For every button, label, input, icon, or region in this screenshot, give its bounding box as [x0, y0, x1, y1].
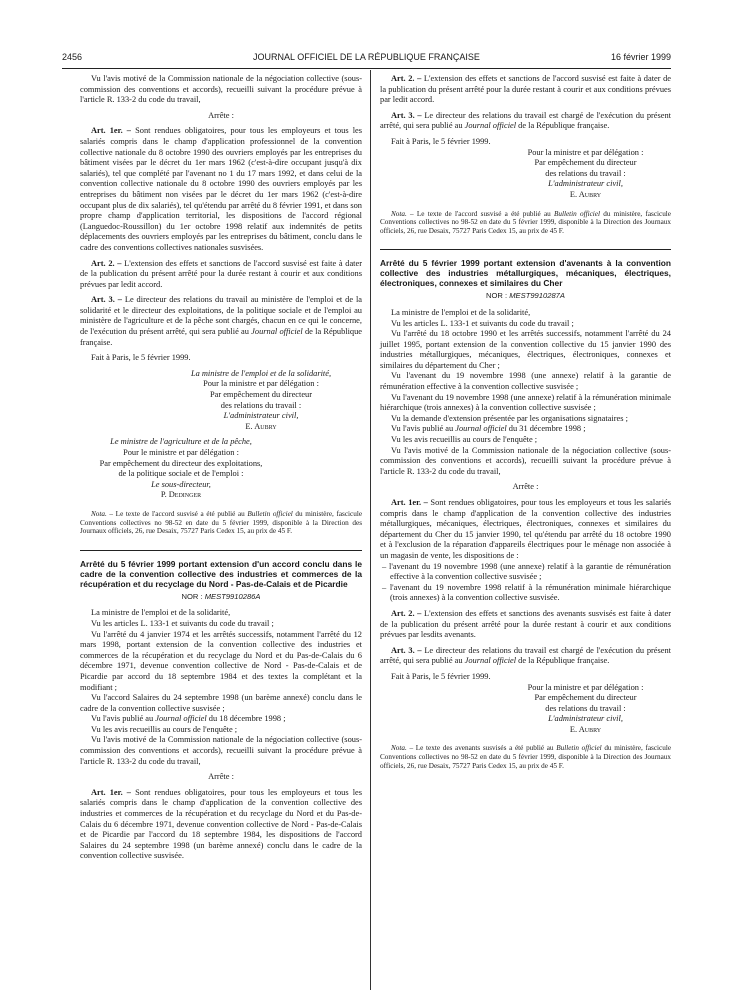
article-text: Le directeur des relations du travail est chargé de l'exécution du présent arrêté, qui sera publié au — [380, 110, 671, 131]
section-separator — [380, 249, 671, 250]
nor-code: MESТ9910286A — [204, 591, 261, 601]
journal-name: Journal officiel — [464, 121, 517, 131]
article-label: Art. 3. – — [391, 645, 422, 655]
nota-label: Nota. – — [391, 209, 414, 218]
article-text: L'extension des effets et sanctions de l'accord susvisé est faite à dater de la publication du présent arrêté pour la durée restant à courir et aux conditions prévues par ledit accord. — [80, 258, 363, 289]
paragraph: Vu l'avenant du 19 novembre 1998 (une annexe) relatif à la rémunération minimale hiérarchique (trois annexes) à la convention collective susvisée ; — [380, 392, 671, 413]
arrete-heading: Arrête : — [512, 482, 539, 492]
signature-line: Pour la ministre et par délégation : — [527, 147, 644, 157]
article-1 — [80, 788, 362, 862]
paragraph: Vu la demande d'extension présentée par les organisations signataires ; — [391, 413, 628, 423]
article-label: Art. 1er. – — [91, 126, 131, 136]
signature-line: Par empêchement du directeur des exploitations, — [99, 458, 263, 468]
nota-text: Le texte des avenants susvisés a été publié au — [413, 744, 557, 753]
signatory-name: P. Dedinger — [160, 490, 202, 500]
bulletin-name: Bulletin officiel — [554, 209, 600, 218]
signature-block — [80, 437, 282, 501]
header-rule — [62, 68, 671, 69]
paragraph: Vu les avis recueillis au cours de l'enquête ; — [91, 724, 238, 734]
article-text: de la République française. — [516, 121, 610, 131]
article-text: L'extension des effets et sanctions de l'accord susvisé est faite à dater de la publication du présent arrêté pour la durée restant à courir et aux conditions prévues par ledit accord. — [380, 74, 672, 105]
article-3 — [380, 646, 671, 667]
nota-text: du ministère, fascicule Conventions collectives no 98-52 en date du 5 février 1999, disponible à la Direction des Journaux officiels, 26, rue Desaix, 75727 Paris Cedex 15, au prix de 45 F. — [380, 209, 671, 235]
signature-line: des relations du travail : — [220, 400, 302, 410]
nota-text: Le texte de l'accord susvisé a été publié au — [113, 509, 248, 518]
signature-line: Par empêchement du directeur — [534, 693, 637, 703]
paragraph — [80, 714, 362, 725]
article-3 — [380, 111, 671, 132]
signatory-name: E. Aubry — [569, 189, 602, 199]
signature-block — [160, 369, 362, 433]
nota-label: Nota. – — [91, 509, 114, 518]
page-number: 2456 — [62, 52, 83, 62]
signature-line: de la politique sociale et de l'emploi : — [118, 469, 244, 479]
article-text: Sont rendues obligatoires, pour tous les employeurs et tous les salariés compris dans le champ d'application de la convention collective des industries et commerces de la récupération et du recyclage du Nord et du Pas-de-Calais du 6 décembre 1971, devenue convention collective de Nord - Pas-de-Calais et de Picardie par l'accord du 18 septembre 1984, les dispositions de l'accord Salaires du 24 septembre 1998 (un barème annexé) conclu dans le cadre de la convention collective susvisée. — [80, 787, 363, 861]
paragraph: Vu l'avis motivé de la Commission nationale de la négociation collective (sous-commission des conventions et accords), recueilli suivant la procédure prévue à l'article R. 133-2 du code du travail, — [80, 74, 362, 105]
signature-line: Par empêchement du directeur — [534, 158, 637, 168]
article-label: Art. 2. – — [91, 258, 122, 268]
nor-code: MEST9910287A — [509, 291, 565, 301]
paragraph: Vu l'accord Salaires du 24 septembre 1998 (un barème annexé) conclu dans le cadre de la convention collective susvisée ; — [80, 693, 362, 713]
article-label: Art. 3. – — [391, 110, 422, 120]
article-text: Sont rendues obligatoires, pour tous les employeurs et tous les salariés compris dans le champ d'application de la convention collective des industries métallurgiques, mécaniques, électriques, électroniques, connexes et similaires du département du Cher du 15 janvier 1990, tel qu'étendu par arrêté du 18 octobre 1990 et à l'exclusion de la réparation d'appareils électriques pour le ménage non associée à un magasin de vente, les dispositions de : — [380, 498, 672, 560]
signature-block — [500, 148, 671, 201]
nota-text: Le texte de l'accord susvisé a été publié au — [413, 209, 554, 218]
paragraph — [380, 424, 671, 435]
article-label: Art. 3. – — [91, 295, 122, 305]
section-separator — [80, 550, 362, 551]
paragraph-text: Vu l'avis publié au — [391, 424, 456, 434]
issue-date: 16 février 1999 — [610, 52, 671, 62]
paragraph-text: Vu l'avis publié au — [91, 714, 156, 724]
nota-text: du ministère, fascicule Conventions collectives no 98-52 en date du 5 février 1999, disponible à la Direction des Journaux officiels, 26, rue Desaix, 75727 Paris Cedex 15, au prix de 45 F. — [380, 744, 672, 770]
nor-reference — [380, 291, 671, 302]
paragraph: Vu l'avis motivé de la Commission nationale de la négociation collective (sous-commission des conventions et accords), recueilli suivant la procédure prévue à l'article R. 133-2 du code du travail, — [80, 735, 362, 766]
signature-line: La ministre de l'emploi et de la solidarité, — [190, 368, 332, 378]
article-1 — [80, 126, 362, 253]
signature-line: Pour la ministre et par délégation : — [203, 379, 319, 389]
nota — [80, 510, 362, 536]
article-text: L'extension des effets et sanctions des avenants susvisés est faite à dater de la publication du présent arrêté pour la durée restant à courir et aux conditions prévues par lesdits avenants. — [380, 608, 672, 640]
journal-name: Journal officiel — [455, 424, 507, 434]
signature-line: des relations du travail : — [545, 703, 626, 713]
nor-reference — [80, 592, 362, 603]
paragraph: Vu l'avenant du 19 novembre 1998 (une annexe) relatif à la garantie de rémunération effective à la convention collective susvisée ; — [380, 371, 671, 392]
paragraph: Vu les avis recueillis au cours de l'enquête ; — [391, 435, 538, 445]
article-text: Sont rendues obligatoires, pour tous les employeurs et tous les salariés compris dans le champ d'application professionnel de la convention collective nationale du 8 octobre 1990 des ouvriers employés par les entreprises du bâtiment visées par le décret du 1er mars 1962 (c'est-à-dire occupant jusqu'à dix salariés), tel que complété par l'avenant no 1 du 17 mars 1992, et dans celui de la convention collective nationale du 8 octobre 1990 des ouvriers employés par les entreprises du bâtiment non visées par le décret du 1er mars 1962 (c'est-à-dire occupant plus de dix salariés), tel qu'étendu par arrêté du 8 février 1991, et dans son propre champ d'application territorial, les dispositions de l'accord régional (Languedoc-Roussillon) du 1er octobre 1998 relatif aux indemnités de petits déplacements des ouvriers employés par les entreprises du bâtiment, conclu dans le cadre des conventions collectives nationales susvisées. — [80, 126, 363, 252]
fait-line: Fait à Paris, le 5 février 1999. — [91, 353, 191, 363]
signature-line: L'administrateur civil, — [223, 411, 299, 421]
nota-text: du ministère, fascicule Conventions collectives no 98-52 en date du 5 février 1999, disponible à la Direction des Journaux officiels, 26, rue Desaix, 75727 Paris Cedex 15, au prix de 45 F. — [80, 509, 363, 536]
signature-line: L'administrateur civil, — [548, 179, 623, 189]
signature-line: Pour la ministre et par délégation : — [527, 682, 644, 692]
bulletin-name: Bulletin officiel — [247, 509, 293, 518]
decree-title: Arrêté du 5 février 1999 portant extension d'avenants à la convention collective des industries métallurgiques, mécaniques, électriques, électroniques, connexes et similaires du Cher — [380, 258, 671, 289]
nota — [380, 210, 671, 236]
paragraph-text: du 31 décembre 1998 ; — [506, 424, 586, 434]
signature-line: Le sous-directeur, — [151, 479, 211, 489]
signature-line: L'administrateur civil, — [548, 714, 623, 724]
journal-title: JOURNAL OFFICIEL DE LA RÉPUBLIQUE FRANÇAISE — [253, 52, 480, 62]
nor-label: NOR : — [181, 591, 205, 601]
paragraph: Vu les articles L. 133-1 et suivants du code du travail ; — [91, 618, 274, 628]
article-text: Le directeur des relations du travail au ministère de l'emploi et de la solidarité et le directeur des exploitations, de la politique sociale et de l'emploi au ministère de l'agriculture et de la pêche sont chargés, chacun en ce qui le concerne, de l'exécution du présent arrêté, qui sera publié au — [80, 295, 363, 337]
paragraph-text: du 18 décembre 1998 ; — [206, 714, 286, 724]
article-text: de la République française. — [516, 656, 610, 666]
nor-label: NOR : — [486, 291, 510, 301]
paragraph: Vu l'avis motivé de la Commission nationale de la négociation collective (sous-commission des conventions et accords), recueilli suivant la procédure prévue à l'article R. 133-2 du code du travail, — [380, 445, 671, 476]
article-label: Art. 2. – — [391, 74, 422, 83]
right-column — [380, 74, 671, 770]
arrete-heading: Arrête : — [208, 110, 234, 120]
signature-block — [500, 683, 671, 736]
list-item: – l'avenant du 19 novembre 1998 relatif à la rémunération minimale hiérarchique (trois annexes) à la convention collective susvisée. — [382, 582, 671, 603]
left-column — [80, 74, 362, 862]
signatory-name: E. Aubry — [569, 724, 602, 734]
signature-line: Le ministre de l'agriculture et de la pêche, — [110, 437, 252, 447]
article-2 — [80, 259, 362, 291]
fait-line: Fait à Paris, le 5 février 1999. — [391, 136, 491, 146]
article-label: Art. 2. – — [391, 608, 422, 618]
nota-label: Nota. – — [391, 744, 414, 753]
article-3 — [80, 295, 362, 348]
column-divider — [370, 70, 371, 990]
article-text: de la République française. — [80, 327, 363, 347]
article-1 — [380, 498, 671, 562]
paragraph: Vu l'arrêté du 18 octobre 1990 et les arrêtés successifs, notamment l'arrêté du 24 juillet 1995, portant extension de la convention collective du 15 janvier 1990 des industries métallurgiques, mécaniques, électriques, électroniques, connexes et similaires du département du Cher ; — [380, 329, 671, 370]
fait-line: Fait à Paris, le 5 février 1999. — [391, 671, 491, 681]
article-label: Art. 1er. – — [91, 787, 131, 797]
list-item: – l'avenant du 19 novembre 1998 (une annexe) relatif à la garantie de rémunération effective à la convention collective susvisée ; — [382, 561, 671, 582]
article-label: Art. 1er. – — [391, 498, 428, 507]
article-2 — [380, 74, 671, 106]
journal-name: Journal officiel — [464, 656, 517, 666]
paragraph: Vu l'arrêté du 4 janvier 1974 et les arrêtés successifs, notamment l'arrêté du 12 mars 1998, portant extension de la convention collective des industries et commerces de la récupération et du recyclage du Nord et du Pas-de-Calais du 6 décembre 1971, devenue convention collective de Nord - Pas-de-Calais et de Picardie par accord du 18 septembre 1984 et des textes la complétant et la modifiant ; — [80, 629, 362, 692]
article-2 — [380, 609, 671, 641]
page-header — [62, 52, 671, 66]
arrete-heading: Arrête : — [208, 772, 234, 782]
signature-line: Par empêchement du directeur — [209, 390, 313, 400]
paragraph: Vu les articles L. 133-1 et suivants du code du travail ; — [391, 318, 574, 328]
nota — [380, 744, 671, 770]
paragraph: La ministre de l'emploi et de la solidarité, — [91, 608, 231, 618]
article-text: Le directeur des relations du travail est chargé de l'exécution du présent arrêté, qui sera publié au — [380, 645, 671, 666]
journal-name: Journal officiel — [155, 714, 207, 724]
paragraph: La ministre de l'emploi et de la solidarité, — [391, 307, 531, 317]
decree-title: Arrêté du 5 février 1999 portant extension d'un accord conclu dans le cadre de la convention collective des industries et commerces de la récupération et du recyclage du Nord - Pas-de-Calais et de Picardie — [80, 558, 362, 589]
signature-line: Pour le ministre et par délégation : — [123, 448, 239, 457]
bulletin-name: Bulletin officiel — [556, 744, 602, 753]
signature-line: des relations du travail : — [545, 168, 626, 178]
journal-name: Journal officiel — [251, 327, 303, 337]
signatory-name: E. Aubry — [245, 421, 277, 431]
